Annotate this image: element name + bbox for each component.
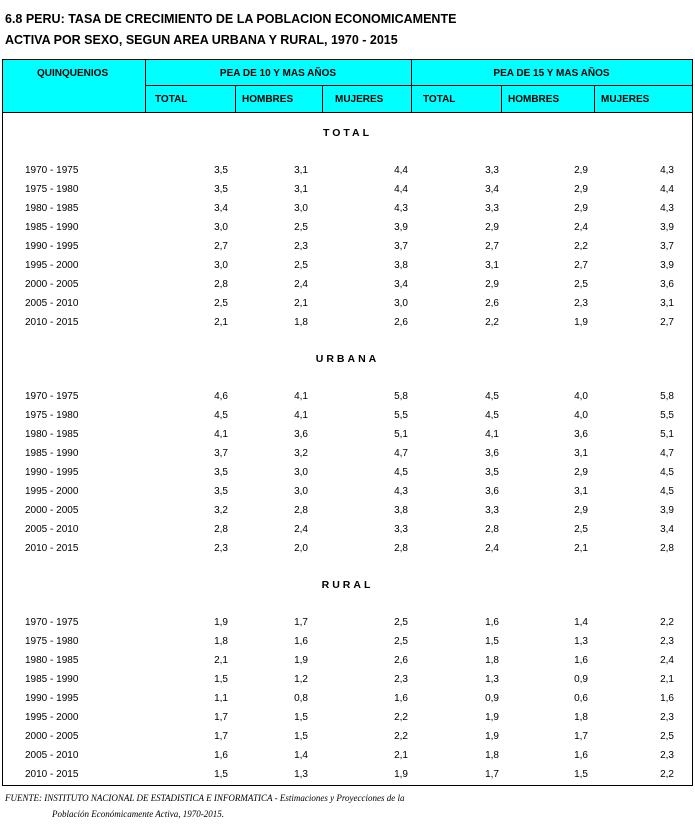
value-cell: 3,0 bbox=[294, 486, 308, 497]
period-cell: 1990 - 1995 bbox=[25, 693, 79, 704]
value-cell: 2,6 bbox=[394, 317, 408, 328]
table-row bbox=[3, 542, 692, 556]
value-cell: 2,2 bbox=[394, 712, 408, 723]
value-cell: 4,6 bbox=[214, 391, 228, 402]
table-row bbox=[3, 428, 692, 442]
value-cell: 2,3 bbox=[574, 298, 588, 309]
value-cell: 2,1 bbox=[294, 298, 308, 309]
value-cell: 2,4 bbox=[294, 524, 308, 535]
value-cell: 2,4 bbox=[574, 222, 588, 233]
header-pea-15: PEA DE 15 Y MAS AÑOS bbox=[493, 68, 610, 79]
value-cell: 2,1 bbox=[574, 543, 588, 554]
period-cell: 1970 - 1975 bbox=[25, 391, 79, 402]
value-cell: 2,6 bbox=[485, 298, 499, 309]
value-cell: 1,7 bbox=[294, 617, 308, 628]
section-label: URBANA bbox=[315, 353, 380, 365]
period-cell: 2000 - 2005 bbox=[25, 279, 79, 290]
value-cell: 1,6 bbox=[660, 693, 674, 704]
value-cell: 0,9 bbox=[574, 674, 588, 685]
value-cell: 2,8 bbox=[394, 543, 408, 554]
value-cell: 1,6 bbox=[394, 693, 408, 704]
table-row bbox=[3, 711, 692, 725]
value-cell: 2,5 bbox=[294, 260, 308, 271]
period-cell: 1980 - 1985 bbox=[25, 203, 79, 214]
value-cell: 1,3 bbox=[574, 636, 588, 647]
value-cell: 4,4 bbox=[394, 165, 408, 176]
value-cell: 2,1 bbox=[214, 317, 228, 328]
value-cell: 1,6 bbox=[485, 617, 499, 628]
data-table bbox=[2, 59, 693, 786]
header-hombres-10: HOMBRES bbox=[242, 94, 294, 105]
value-cell: 2,1 bbox=[214, 655, 228, 666]
value-cell: 3,5 bbox=[214, 165, 228, 176]
value-cell: 3,9 bbox=[660, 260, 674, 271]
value-cell: 5,8 bbox=[660, 391, 674, 402]
value-cell: 2,5 bbox=[394, 636, 408, 647]
value-cell: 4,5 bbox=[214, 410, 228, 421]
value-cell: 2,3 bbox=[294, 241, 308, 252]
value-cell: 3,9 bbox=[394, 222, 408, 233]
value-cell: 1,7 bbox=[485, 769, 499, 780]
source-note-line-1: FUENTE: INSTITUTO NACIONAL DE ESTADISTICA E INFORMATICA - Estimaciones y Proyecciones de la bbox=[5, 793, 405, 803]
value-cell: 1,8 bbox=[294, 317, 308, 328]
value-cell: 2,5 bbox=[574, 279, 588, 290]
table-row bbox=[3, 297, 692, 311]
table-title-line-1: 6.8 PERU: TASA DE CRECIMIENTO DE LA POBLACION ECONOMICAMENTE bbox=[5, 12, 457, 26]
period-cell: 2005 - 2010 bbox=[25, 298, 79, 309]
period-cell: 1995 - 2000 bbox=[25, 712, 79, 723]
value-cell: 2,8 bbox=[660, 543, 674, 554]
header-hombres-15: HOMBRES bbox=[508, 94, 560, 105]
value-cell: 1,1 bbox=[214, 693, 228, 704]
value-cell: 3,4 bbox=[394, 279, 408, 290]
value-cell: 3,4 bbox=[485, 184, 499, 195]
value-cell: 4,5 bbox=[394, 467, 408, 478]
value-cell: 0,9 bbox=[485, 693, 499, 704]
value-cell: 2,2 bbox=[574, 241, 588, 252]
period-cell: 1975 - 1980 bbox=[25, 184, 79, 195]
header-mujeres-15: MUJERES bbox=[601, 94, 650, 105]
value-cell: 1,5 bbox=[214, 674, 228, 685]
period-cell: 1975 - 1980 bbox=[25, 636, 79, 647]
value-cell: 2,9 bbox=[574, 505, 588, 516]
value-cell: 1,9 bbox=[485, 712, 499, 723]
value-cell: 2,9 bbox=[574, 165, 588, 176]
period-cell: 2000 - 2005 bbox=[25, 731, 79, 742]
value-cell: 2,4 bbox=[294, 279, 308, 290]
value-cell: 5,1 bbox=[394, 429, 408, 440]
value-cell: 3,6 bbox=[485, 448, 499, 459]
value-cell: 2,6 bbox=[394, 655, 408, 666]
value-cell: 3,6 bbox=[485, 486, 499, 497]
table-row bbox=[3, 447, 692, 461]
value-cell: 0,8 bbox=[294, 693, 308, 704]
period-cell: 1985 - 1990 bbox=[25, 448, 79, 459]
value-cell: 2,7 bbox=[214, 241, 228, 252]
value-cell: 1,5 bbox=[294, 731, 308, 742]
value-cell: 0,6 bbox=[574, 693, 588, 704]
value-cell: 1,3 bbox=[294, 769, 308, 780]
value-cell: 1,2 bbox=[294, 674, 308, 685]
table-row bbox=[3, 466, 692, 480]
value-cell: 3,0 bbox=[214, 222, 228, 233]
table-row bbox=[3, 240, 692, 254]
value-cell: 5,5 bbox=[660, 410, 674, 421]
value-cell: 5,1 bbox=[660, 429, 674, 440]
value-cell: 1,4 bbox=[574, 617, 588, 628]
table-row bbox=[3, 316, 692, 330]
value-cell: 2,5 bbox=[660, 731, 674, 742]
period-cell: 1970 - 1975 bbox=[25, 617, 79, 628]
table-row bbox=[3, 221, 692, 235]
value-cell: 3,7 bbox=[660, 241, 674, 252]
value-cell: 2,3 bbox=[394, 674, 408, 685]
value-cell: 3,3 bbox=[485, 203, 499, 214]
table-row bbox=[3, 183, 692, 197]
value-cell: 2,5 bbox=[214, 298, 228, 309]
value-cell: 3,1 bbox=[294, 165, 308, 176]
section-label: TOTAL bbox=[322, 127, 373, 139]
value-cell: 2,9 bbox=[574, 184, 588, 195]
value-cell: 2,2 bbox=[485, 317, 499, 328]
value-cell: 3,4 bbox=[660, 524, 674, 535]
period-cell: 2010 - 2015 bbox=[25, 317, 79, 328]
period-cell: 1975 - 1980 bbox=[25, 410, 79, 421]
period-cell: 1970 - 1975 bbox=[25, 165, 79, 176]
value-cell: 4,1 bbox=[485, 429, 499, 440]
value-cell: 3,6 bbox=[294, 429, 308, 440]
table-row bbox=[3, 409, 692, 423]
value-cell: 4,3 bbox=[660, 165, 674, 176]
table-row bbox=[3, 390, 692, 404]
value-cell: 1,8 bbox=[214, 636, 228, 647]
period-cell: 1995 - 2000 bbox=[25, 486, 79, 497]
value-cell: 1,6 bbox=[574, 655, 588, 666]
source-note-line-2: Población Económicamente Activa, 1970-2015. bbox=[52, 809, 225, 819]
period-cell: 1985 - 1990 bbox=[25, 222, 79, 233]
value-cell: 1,8 bbox=[485, 750, 499, 761]
value-cell: 3,4 bbox=[214, 203, 228, 214]
value-cell: 2,3 bbox=[214, 543, 228, 554]
value-cell: 1,4 bbox=[294, 750, 308, 761]
value-cell: 5,5 bbox=[394, 410, 408, 421]
table-row bbox=[3, 616, 692, 630]
value-cell: 2,8 bbox=[214, 279, 228, 290]
value-cell: 1,9 bbox=[394, 769, 408, 780]
value-cell: 1,5 bbox=[574, 769, 588, 780]
value-cell: 5,8 bbox=[394, 391, 408, 402]
value-cell: 2,4 bbox=[485, 543, 499, 554]
value-cell: 3,2 bbox=[294, 448, 308, 459]
value-cell: 1,6 bbox=[574, 750, 588, 761]
value-cell: 4,4 bbox=[660, 184, 674, 195]
value-cell: 3,3 bbox=[485, 165, 499, 176]
value-cell: 2,2 bbox=[660, 617, 674, 628]
table-row bbox=[3, 749, 692, 763]
table-title-line-2: ACTIVA POR SEXO, SEGUN AREA URBANA Y RURAL, 1970 - 2015 bbox=[5, 33, 398, 47]
value-cell: 3,1 bbox=[574, 486, 588, 497]
value-cell: 3,8 bbox=[394, 505, 408, 516]
value-cell: 1,9 bbox=[574, 317, 588, 328]
value-cell: 2,5 bbox=[574, 524, 588, 535]
table-row bbox=[3, 278, 692, 292]
value-cell: 3,2 bbox=[214, 505, 228, 516]
value-cell: 2,7 bbox=[574, 260, 588, 271]
value-cell: 3,9 bbox=[660, 505, 674, 516]
value-cell: 2,2 bbox=[660, 769, 674, 780]
value-cell: 2,9 bbox=[485, 222, 499, 233]
table-row bbox=[3, 504, 692, 518]
value-cell: 1,6 bbox=[294, 636, 308, 647]
period-cell: 1995 - 2000 bbox=[25, 260, 79, 271]
value-cell: 4,1 bbox=[294, 391, 308, 402]
value-cell: 4,5 bbox=[485, 391, 499, 402]
value-cell: 4,1 bbox=[214, 429, 228, 440]
header-total-10: TOTAL bbox=[155, 94, 188, 105]
value-cell: 3,1 bbox=[294, 184, 308, 195]
table-row bbox=[3, 635, 692, 649]
value-cell: 1,8 bbox=[574, 712, 588, 723]
value-cell: 4,7 bbox=[660, 448, 674, 459]
table-row bbox=[3, 673, 692, 687]
table-row bbox=[3, 202, 692, 216]
value-cell: 3,0 bbox=[294, 203, 308, 214]
value-cell: 2,7 bbox=[485, 241, 499, 252]
value-cell: 2,8 bbox=[294, 505, 308, 516]
value-cell: 3,3 bbox=[485, 505, 499, 516]
value-cell: 1,5 bbox=[294, 712, 308, 723]
period-cell: 1980 - 1985 bbox=[25, 429, 79, 440]
value-cell: 3,3 bbox=[394, 524, 408, 535]
table-row bbox=[3, 523, 692, 537]
value-cell: 3,9 bbox=[660, 222, 674, 233]
value-cell: 3,6 bbox=[660, 279, 674, 290]
value-cell: 1,7 bbox=[574, 731, 588, 742]
period-cell: 2010 - 2015 bbox=[25, 543, 79, 554]
value-cell: 1,8 bbox=[485, 655, 499, 666]
value-cell: 1,7 bbox=[214, 731, 228, 742]
value-cell: 4,5 bbox=[660, 486, 674, 497]
value-cell: 3,0 bbox=[294, 467, 308, 478]
value-cell: 1,9 bbox=[294, 655, 308, 666]
value-cell: 3,1 bbox=[485, 260, 499, 271]
value-cell: 4,0 bbox=[574, 410, 588, 421]
period-cell: 2000 - 2005 bbox=[25, 505, 79, 516]
value-cell: 2,8 bbox=[214, 524, 228, 535]
value-cell: 3,0 bbox=[394, 298, 408, 309]
value-cell: 1,5 bbox=[485, 636, 499, 647]
value-cell: 1,9 bbox=[214, 617, 228, 628]
table-row bbox=[3, 768, 692, 782]
value-cell: 2,5 bbox=[294, 222, 308, 233]
value-cell: 3,5 bbox=[214, 486, 228, 497]
value-cell: 1,7 bbox=[214, 712, 228, 723]
value-cell: 4,1 bbox=[294, 410, 308, 421]
header-total-15: TOTAL bbox=[423, 94, 456, 105]
period-cell: 2005 - 2010 bbox=[25, 524, 79, 535]
value-cell: 2,0 bbox=[294, 543, 308, 554]
value-cell: 1,5 bbox=[214, 769, 228, 780]
value-cell: 3,5 bbox=[214, 184, 228, 195]
value-cell: 4,0 bbox=[574, 391, 588, 402]
value-cell: 2,9 bbox=[574, 203, 588, 214]
table-row bbox=[3, 259, 692, 273]
value-cell: 2,9 bbox=[485, 279, 499, 290]
value-cell: 4,4 bbox=[394, 184, 408, 195]
value-cell: 3,5 bbox=[214, 467, 228, 478]
value-cell: 2,1 bbox=[394, 750, 408, 761]
value-cell: 4,3 bbox=[394, 203, 408, 214]
value-cell: 3,0 bbox=[214, 260, 228, 271]
value-cell: 2,9 bbox=[574, 467, 588, 478]
table-row bbox=[3, 730, 692, 744]
value-cell: 4,5 bbox=[660, 467, 674, 478]
value-cell: 3,5 bbox=[485, 467, 499, 478]
period-cell: 1990 - 1995 bbox=[25, 241, 79, 252]
table-row bbox=[3, 164, 692, 178]
period-cell: 2005 - 2010 bbox=[25, 750, 79, 761]
value-cell: 2,3 bbox=[660, 636, 674, 647]
value-cell: 1,3 bbox=[485, 674, 499, 685]
value-cell: 3,7 bbox=[394, 241, 408, 252]
header-mujeres-10: MUJERES bbox=[335, 94, 384, 105]
period-cell: 2010 - 2015 bbox=[25, 769, 79, 780]
section-label: RURAL bbox=[321, 579, 374, 591]
value-cell: 2,2 bbox=[394, 731, 408, 742]
value-cell: 2,3 bbox=[660, 750, 674, 761]
value-cell: 4,3 bbox=[394, 486, 408, 497]
header-quinquenios: QUINQUENIOS bbox=[37, 68, 109, 79]
value-cell: 3,8 bbox=[394, 260, 408, 271]
header-pea-10: PEA DE 10 Y MAS AÑOS bbox=[219, 68, 337, 79]
value-cell: 2,4 bbox=[660, 655, 674, 666]
period-cell: 1990 - 1995 bbox=[25, 467, 79, 478]
value-cell: 3,6 bbox=[574, 429, 588, 440]
value-cell: 3,1 bbox=[574, 448, 588, 459]
period-cell: 1980 - 1985 bbox=[25, 655, 79, 666]
table-row bbox=[3, 654, 692, 668]
table-row bbox=[3, 692, 692, 706]
value-cell: 1,9 bbox=[485, 731, 499, 742]
value-cell: 1,6 bbox=[214, 750, 228, 761]
table-row bbox=[3, 485, 692, 499]
value-cell: 3,1 bbox=[660, 298, 674, 309]
value-cell: 3,7 bbox=[214, 448, 228, 459]
value-cell: 4,3 bbox=[660, 203, 674, 214]
value-cell: 2,5 bbox=[394, 617, 408, 628]
value-cell: 2,7 bbox=[660, 317, 674, 328]
value-cell: 4,5 bbox=[485, 410, 499, 421]
period-cell: 1985 - 1990 bbox=[25, 674, 79, 685]
value-cell: 2,3 bbox=[660, 712, 674, 723]
value-cell: 2,1 bbox=[660, 674, 674, 685]
value-cell: 4,7 bbox=[394, 448, 408, 459]
value-cell: 2,8 bbox=[485, 524, 499, 535]
table-header bbox=[3, 60, 692, 113]
